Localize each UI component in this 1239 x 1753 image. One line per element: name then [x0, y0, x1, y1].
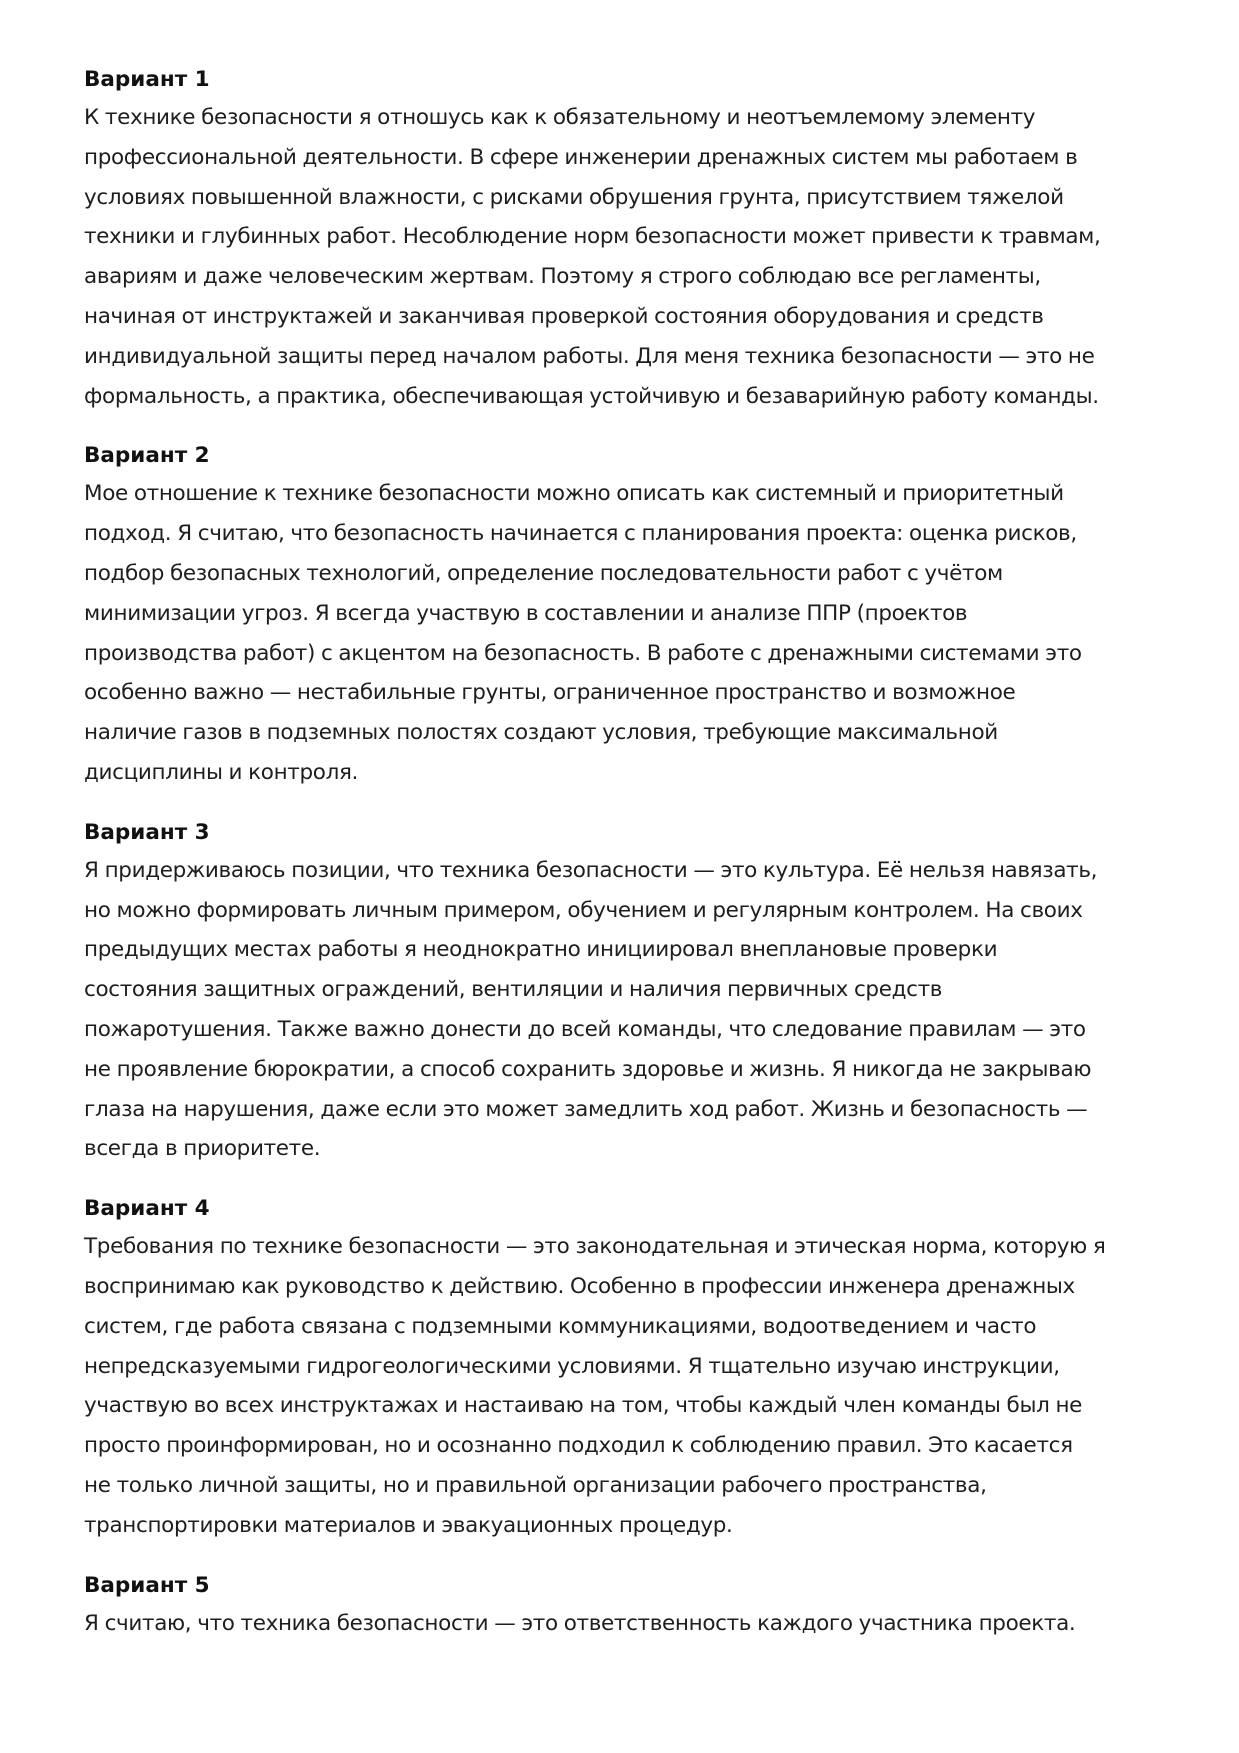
- paragraph-line: Я считаю, что техника безопасности — это ответственность каждого участника проекта.: [84, 1610, 1076, 1636]
- paragraph-line: не проявление бюрократии, а способ сохранить здоровье и жизнь. Я никогда не закрываю: [84, 1056, 1092, 1082]
- paragraph-line: особенно важно — нестабильные грунты, ограниченное пространство и возможное: [84, 680, 1016, 706]
- section-paragraph: [84, 851, 1179, 1169]
- paragraph-line: воспринимаю как руководство к действию. Особенно в профессии инженера дренажных: [84, 1273, 1075, 1299]
- section-variant-3: [84, 815, 1179, 1169]
- paragraph-line: индивидуальной защиты перед началом работы. Для меня техника безопасности — это не: [84, 343, 1095, 369]
- paragraph-line: пожаротушения. Также важно донести до всей команды, что следование правилам — это: [84, 1016, 1086, 1042]
- paragraph-line: техники и глубинных работ. Несоблюдение норм безопасности может привести к травмам,: [84, 224, 1101, 250]
- paragraph-line: не только личной защиты, но и правильной организации рабочего пространства,: [84, 1472, 987, 1498]
- paragraph-line: дисциплины и контроля.: [84, 759, 359, 785]
- paragraph-line: просто проинформирован, но и осознанно подходил к соблюдению правил. Это касается: [84, 1433, 1073, 1459]
- paragraph-line: предыдущих местах работы я неоднократно инициировал внеплановые проверки: [84, 937, 998, 963]
- section-variant-2: [84, 438, 1179, 792]
- paragraph-line: глаза на нарушения, даже если это может замедлить ход работ. Жизнь и безопасность —: [84, 1096, 1088, 1122]
- paragraph-line: всегда в приоритете.: [84, 1136, 321, 1162]
- paragraph-line: состояния защитных ограждений, вентиляции и наличия первичных средств: [84, 977, 943, 1003]
- paragraph-line: участвую во всех инструктажах и настаиваю на том, чтобы каждый член команды был не: [84, 1393, 1083, 1419]
- paragraph-line: профессиональной деятельности. В сфере инженерии дренажных систем мы работаем в: [84, 144, 1078, 170]
- paragraph-line: систем, где работа связана с подземными коммуникациями, водоотведением и часто: [84, 1313, 1037, 1339]
- paragraph-line: непредсказуемыми гидрогеологическими условиями. Я тщательно изучаю инструкции,: [84, 1353, 1060, 1379]
- section-heading: Вариант 4: [84, 1196, 210, 1222]
- paragraph-line: транспортировки материалов и эвакуационных процедур.: [84, 1512, 733, 1538]
- section-variant-4: [84, 1191, 1179, 1545]
- paragraph-line: Я придерживаюсь позиции, что техника безопасности — это культура. Её нельзя навязать,: [84, 857, 1098, 883]
- section-heading: Вариант 2: [84, 443, 210, 469]
- section-paragraph: [84, 98, 1179, 416]
- paragraph-line: подбор безопасных технологий, определение последовательности работ с учётом: [84, 560, 1003, 586]
- paragraph-line: К технике безопасности я отношусь как к обязательному и неотъемлемому элементу: [84, 105, 1036, 130]
- section-heading: Вариант 1: [84, 67, 210, 92]
- paragraph-line: производства работ) с акцентом на безопасность. В работе с дренажными системами это: [84, 640, 1082, 666]
- section-heading: Вариант 3: [84, 819, 210, 845]
- paragraph-line: формальность, а практика, обеспечивающая устойчивую и безаварийную работу команды.: [84, 383, 1099, 409]
- paragraph-line: наличие газов в подземных полостях создают условия, требующие максимальной: [84, 720, 998, 746]
- paragraph-line: но можно формировать личным примером, обучением и регулярным контролем. На своих: [84, 897, 1083, 923]
- paragraph-line: Мое отношение к технике безопасности можно описать как системный и приоритетный: [84, 481, 1064, 507]
- section-variant-1: [84, 62, 1179, 416]
- section-variant-5: [84, 1568, 1179, 1644]
- section-paragraph: [84, 1227, 1179, 1545]
- section-paragraph: [84, 1604, 1179, 1644]
- paragraph-line: минимизации угроз. Я всегда участвую в составлении и анализе ППР (проектов: [84, 600, 968, 626]
- paragraph-line: авариям и даже человеческим жертвам. Поэтому я строго соблюдаю все регламенты,: [84, 264, 1041, 290]
- paragraph-line: Требования по технике безопасности — это законодательная и этическая норма, которую я: [84, 1234, 1106, 1260]
- paragraph-line: начиная от инструктажей и заканчивая проверкой состояния оборудования и средств: [84, 303, 1044, 329]
- paragraph-line: подход. Я считаю, что безопасность начинается с планирования проекта: оценка рисков,: [84, 521, 1077, 547]
- section-paragraph: [84, 474, 1179, 792]
- paragraph-line: условиях повышенной влажности, с рисками обрушения грунта, присутствием тяжелой: [84, 184, 1064, 210]
- section-heading: Вариант 5: [84, 1572, 210, 1598]
